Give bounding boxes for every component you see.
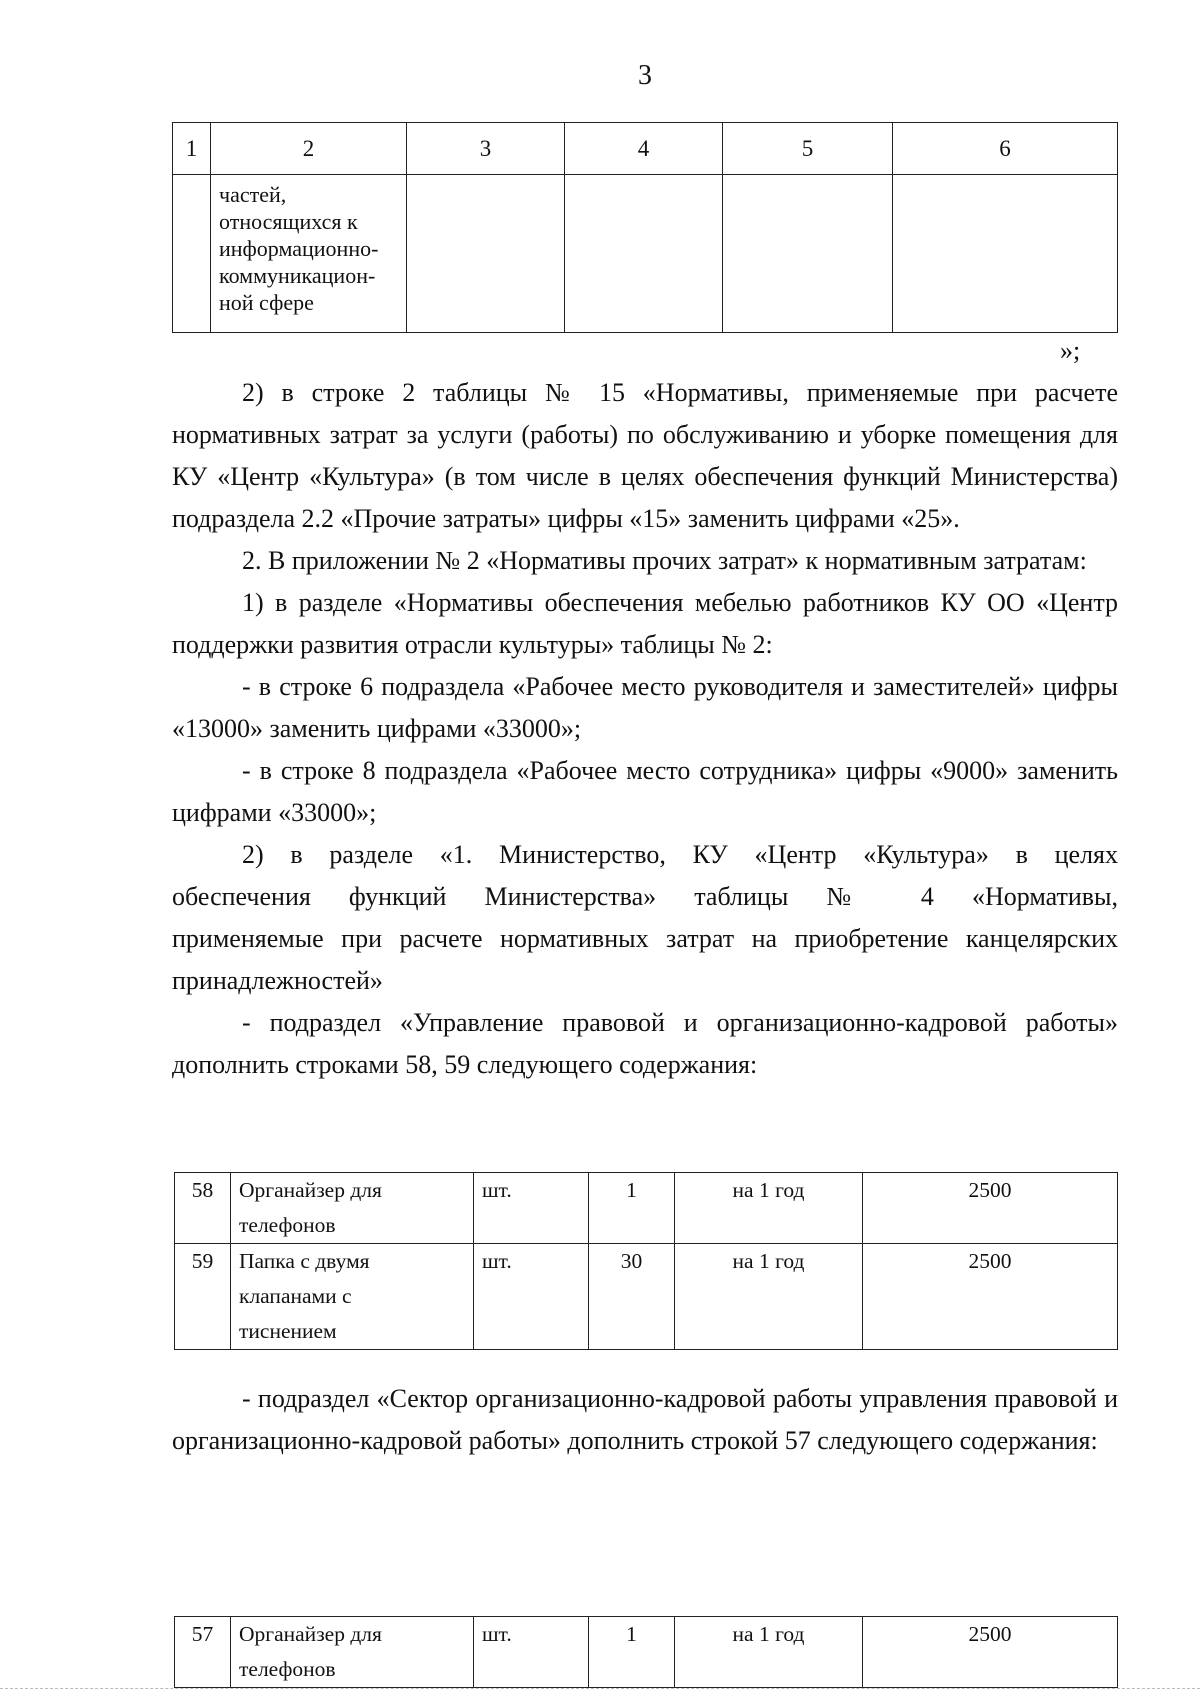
paragraph-line: обеспечения функций Министерства» таблицы № 4 «Нормативы, <box>172 882 1118 911</box>
table-cell <box>173 175 211 333</box>
item-name <box>231 1173 474 1244</box>
table-row <box>175 1617 1118 1688</box>
table-cell <box>565 175 723 333</box>
item-quantity: 30 <box>589 1244 675 1350</box>
table-header-row <box>173 123 1118 175</box>
paragraph-line: 2) в разделе «1. Министерство, КУ «Центр «Культура» в целях <box>242 840 1118 869</box>
paragraph-row8-change: - в строке 8 подраздела «Рабочее место сотрудника» цифры «9000» заменить цифрами «33000»; <box>172 756 1118 827</box>
cell-line: клапанами с <box>239 1284 352 1308</box>
item-period: на 1 год <box>675 1244 863 1350</box>
item-unit: шт. <box>474 1617 589 1688</box>
item-quantity: 1 <box>589 1173 675 1244</box>
body-text-upper <box>172 372 1118 1086</box>
paragraph-line: применяемые при расчете нормативных затрат на приобретение канцелярских <box>172 924 1118 953</box>
paragraph-add-rows-58-59: - подраздел «Управление правовой и организационно-кадровой работы» дополнить строками 58, 59 следующего содержания: <box>172 1008 1118 1079</box>
items-table-57 <box>174 1616 1118 1688</box>
cell-line: Органайзер для <box>239 1622 382 1646</box>
item-price: 2500 <box>863 1617 1118 1688</box>
item-name <box>231 1244 474 1350</box>
paragraph-appendix2: 2. В приложении № 2 «Нормативы прочих затрат» к нормативным затратам: <box>242 546 1087 575</box>
table-cell <box>407 175 565 333</box>
paragraph-table15-change: 2) в строке 2 таблицы № 15 «Нормативы, применяемые при расчете нормативных затрат за услуги (работы) по обслуживанию и уборке помещения для КУ «Центр «Культура» (в том числе в целях обеспечения функций Министерства) подраздела 2.2 «Прочие затраты» цифры «15» заменить цифрами «25». <box>172 378 1118 533</box>
paragraph-add-row-57: - подраздел «Сектор организационно-кадровой работы управления правовой и организационно-кадровой работы» дополнить строкой 57 следующего содержания: <box>172 1384 1118 1455</box>
column-header: 6 <box>893 123 1118 175</box>
table-row <box>175 1173 1118 1244</box>
item-quantity: 1 <box>589 1617 675 1688</box>
cell-line: информационно- <box>219 236 379 261</box>
cell-line: ной сфере <box>219 290 314 315</box>
item-price: 2500 <box>863 1173 1118 1244</box>
continued-table <box>172 122 1118 333</box>
item-period: на 1 год <box>675 1617 863 1688</box>
scan-edge-line <box>0 1688 1200 1689</box>
item-unit: шт. <box>474 1173 589 1244</box>
row-number: 59 <box>175 1244 231 1350</box>
paragraph-furniture-section: 1) в разделе «Нормативы обеспечения мебелью работников КУ ОО «Центр поддержки развития отрасли культуры» таблицы № 2: <box>172 588 1118 659</box>
paragraph-stationery-section <box>172 834 1118 1002</box>
item-period: на 1 год <box>675 1173 863 1244</box>
column-header: 1 <box>173 123 211 175</box>
cell-line: Органайзер для <box>239 1178 382 1202</box>
items-table-58-59 <box>174 1172 1118 1350</box>
cell-line: Папка с двумя <box>239 1249 370 1273</box>
table-cell-description <box>211 175 407 333</box>
paragraph-line: принадлежностей» <box>172 966 383 995</box>
table-cell <box>723 175 893 333</box>
table-row <box>173 175 1118 333</box>
column-header: 4 <box>565 123 723 175</box>
cell-line: тиснением <box>239 1319 337 1343</box>
cell-line: частей, <box>219 182 287 207</box>
cell-line: телефонов <box>239 1213 336 1237</box>
cell-line: относящихся к <box>219 209 358 234</box>
closing-quote: »; <box>1060 336 1081 365</box>
table-row <box>175 1244 1118 1350</box>
item-unit: шт. <box>474 1244 589 1350</box>
table-cell <box>893 175 1118 333</box>
column-header: 5 <box>723 123 893 175</box>
column-header: 2 <box>211 123 407 175</box>
item-name <box>231 1617 474 1688</box>
page-number: 3 <box>638 60 652 91</box>
row-number: 58 <box>175 1173 231 1244</box>
cell-line: коммуникацион- <box>219 263 376 288</box>
paragraph-row6-change: - в строке 6 подраздела «Рабочее место руководителя и заместителей» цифры «13000» заменить цифрами «33000»; <box>172 672 1118 743</box>
item-price: 2500 <box>863 1244 1118 1350</box>
cell-line: телефонов <box>239 1657 336 1681</box>
row-number: 57 <box>175 1617 231 1688</box>
column-header: 3 <box>407 123 565 175</box>
body-text-lower <box>172 1378 1118 1462</box>
